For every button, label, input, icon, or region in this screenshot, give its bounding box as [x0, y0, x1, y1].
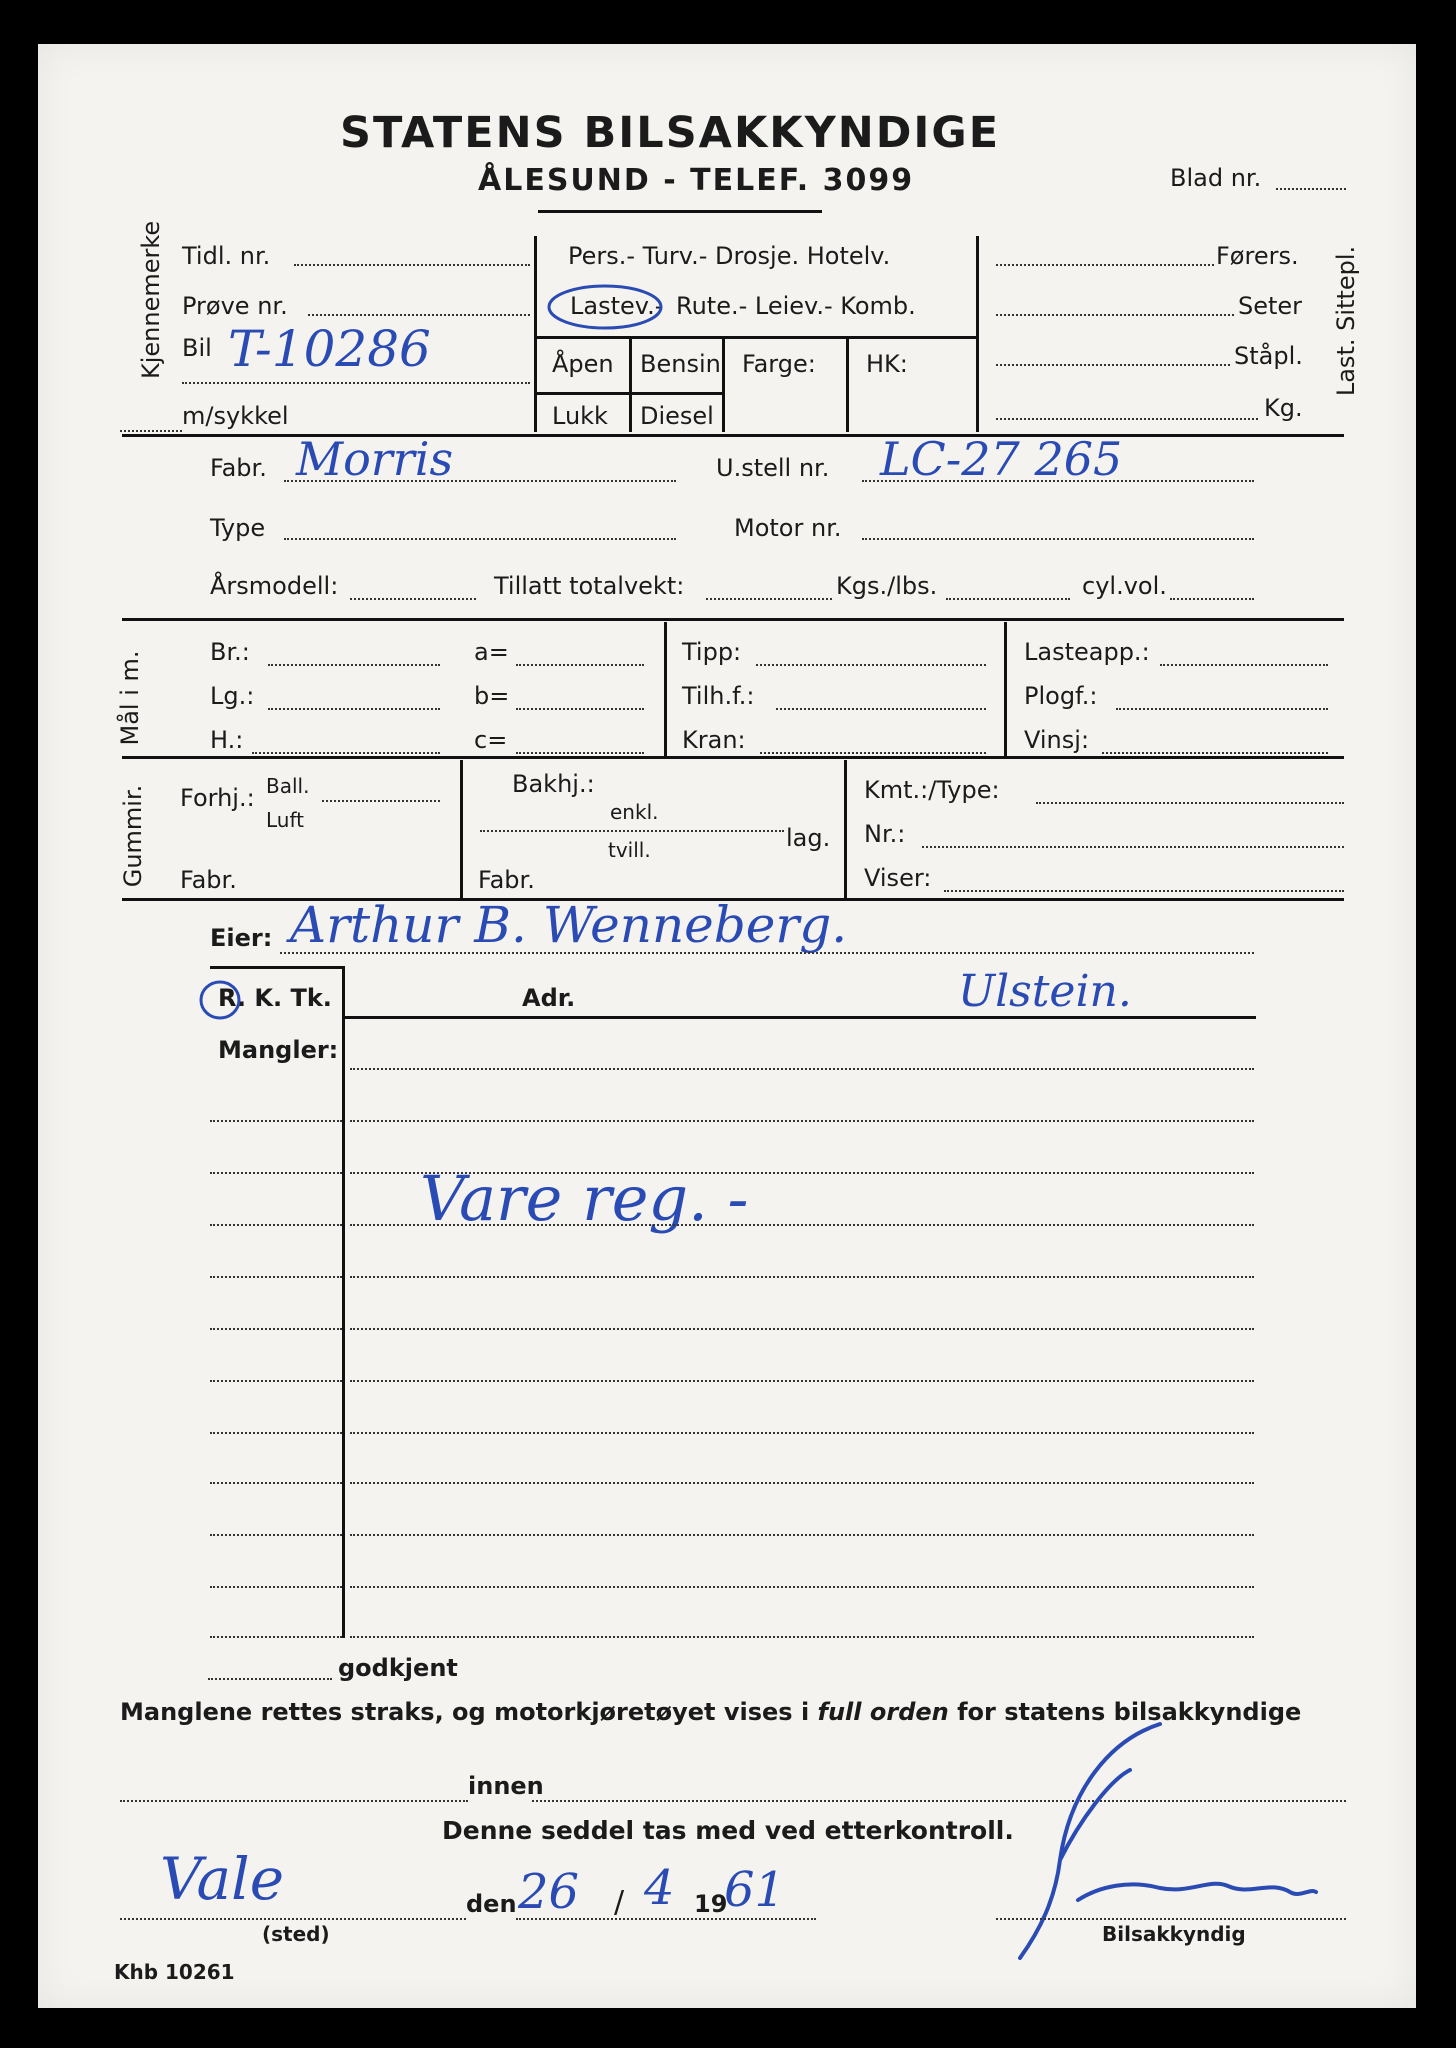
lastev-option[interactable]: Lastev.- — [570, 292, 664, 320]
blad-nr-field[interactable] — [1276, 188, 1346, 190]
prove-nr-field[interactable] — [308, 314, 530, 316]
a-field[interactable] — [516, 664, 644, 666]
notice-italic: full orden — [817, 1698, 949, 1726]
mangler-label: Mangler: — [218, 1036, 339, 1064]
mal-side-label: Mål i m. — [116, 650, 144, 746]
mangler-left-line[interactable] — [210, 1482, 342, 1484]
mangler-left-line[interactable] — [210, 1636, 342, 1638]
tipp-field[interactable] — [756, 664, 986, 666]
notice-part-2: for statens bilsakkyndige — [957, 1698, 1302, 1726]
b-label: b= — [474, 682, 510, 710]
mangler-line[interactable] — [350, 1380, 1254, 1382]
signature-field[interactable] — [996, 1918, 1346, 1920]
cylvol-label: cyl.vol. — [1082, 572, 1167, 600]
date-day: 26 — [518, 1864, 580, 1920]
etterkontroll-notice: Denne seddel tas med ved etterkontroll. — [442, 1816, 1014, 1845]
lastev-circle-mark — [545, 282, 665, 332]
lg-label: Lg.: — [210, 682, 255, 710]
type-row-2-rest: Rute.- Leiev.- Komb. — [676, 292, 916, 320]
bensin-option[interactable]: Bensin — [640, 350, 721, 378]
tvill-option[interactable]: tvill. — [608, 838, 651, 862]
godkjent-field[interactable] — [208, 1678, 332, 1680]
lag-label: lag. — [786, 824, 831, 852]
form-code: Khb 10261 — [114, 1960, 235, 1984]
br-label: Br.: — [210, 638, 250, 666]
mangler-left-line[interactable] — [210, 1534, 342, 1536]
msykkel-field[interactable] — [120, 430, 182, 432]
mangler-line[interactable] — [350, 1224, 1254, 1226]
adr-rule — [344, 1016, 1256, 1019]
sted-label: (sted) — [262, 1922, 330, 1946]
mangler-left-line[interactable] — [210, 1276, 342, 1278]
section-divider-2 — [122, 618, 1344, 621]
sted-field[interactable] — [120, 1918, 466, 1920]
ustell-value: LC-27 265 — [880, 432, 1123, 486]
motor-label: Motor nr. — [734, 514, 842, 542]
b-field[interactable] — [516, 708, 644, 710]
tilhf-label: Tilh.f.: — [682, 682, 755, 710]
br-field[interactable] — [268, 664, 440, 666]
date-month: 4 — [644, 1860, 675, 1916]
nr-label: Nr.: — [864, 820, 906, 848]
plogf-label: Plogf.: — [1024, 682, 1098, 710]
mangler-line[interactable] — [350, 1636, 1254, 1638]
arsmodell-label: Årsmodell: — [210, 572, 339, 600]
h-label: H.: — [210, 726, 244, 754]
bakhj-fabr-label: Fabr. — [478, 866, 535, 894]
type-box-divider — [534, 336, 976, 339]
eier-label: Eier: — [210, 924, 273, 952]
mangler-line[interactable] — [350, 1068, 1254, 1070]
adr-value: Ulstein. — [958, 966, 1132, 1017]
blad-nr-label: Blad nr. — [1170, 164, 1262, 192]
kran-label: Kran: — [682, 726, 746, 754]
title-underline — [538, 210, 822, 213]
mangler-left-line[interactable] — [210, 1172, 342, 1174]
type-box-col-2 — [722, 338, 725, 432]
type-box-col-1 — [629, 338, 632, 432]
vinsj-label: Vinsj: — [1024, 726, 1090, 754]
viser-field[interactable] — [944, 890, 1344, 892]
mangler-left-line[interactable] — [210, 1586, 342, 1588]
cylvol-field[interactable] — [1170, 598, 1254, 600]
seter-label: Seter — [1238, 292, 1303, 320]
type-label: Type — [210, 514, 266, 542]
nr-field[interactable] — [922, 846, 1344, 848]
mal-col-divider-2 — [1004, 622, 1007, 756]
kjennemerke-side-label: Kjennemerke — [137, 220, 165, 379]
ustell-label: U.stell nr. — [716, 454, 830, 482]
mangler-line[interactable] — [350, 1276, 1254, 1278]
mangler-line[interactable] — [350, 1120, 1254, 1122]
type-box-col-3 — [846, 338, 849, 432]
forers-label: Førers. — [1216, 242, 1299, 270]
tidl-nr-label: Tidl. nr. — [182, 242, 271, 270]
year-suffix: 61 — [724, 1862, 786, 1918]
notice-part-1: Manglene rettes straks, og motorkjøretøyet vises i — [120, 1698, 810, 1726]
bilsakkyndig-label: Bilsakkyndig — [1102, 1922, 1246, 1946]
mangler-value: Vare reg. - — [420, 1162, 749, 1235]
arsmodell-field[interactable] — [350, 598, 476, 600]
stapl-label: Ståpl. — [1234, 342, 1303, 370]
ustell-field[interactable] — [862, 480, 1254, 482]
tipp-label: Tipp: — [682, 638, 742, 666]
rktk-box-top — [210, 966, 344, 969]
mangler-left-line[interactable] — [210, 1120, 342, 1122]
forhj-label: Forhj.: — [180, 784, 255, 812]
diesel-option[interactable]: Diesel — [640, 402, 714, 430]
r-circle-mark — [196, 978, 244, 1022]
ball-field[interactable] — [322, 800, 440, 802]
kg-label: Kg. — [1264, 394, 1303, 422]
forers-field[interactable] — [996, 264, 1214, 266]
viser-label: Viser: — [864, 864, 932, 892]
mangler-line[interactable] — [350, 1432, 1254, 1434]
tillatt-label: Tillatt totalvekt: — [494, 572, 685, 600]
kmt-type-field[interactable] — [1036, 802, 1344, 804]
godkjent-label: godkjent — [338, 1654, 458, 1682]
a-label: a= — [474, 638, 509, 666]
luft-option[interactable]: Luft — [266, 808, 304, 832]
year-prefix: 19 — [694, 1890, 728, 1918]
kg-field[interactable] — [996, 418, 1258, 420]
plogf-field[interactable] — [1116, 708, 1328, 710]
lasteapp-field[interactable] — [1160, 664, 1328, 666]
type-box-left-border — [534, 236, 537, 432]
kran-field[interactable] — [760, 752, 986, 754]
gummi-col-divider-2 — [844, 760, 847, 898]
farge-label: Farge: — [742, 350, 816, 378]
c-label: c= — [474, 726, 508, 754]
rktk-label: R. K. Tk. — [218, 984, 332, 1012]
tilhf-field[interactable] — [776, 708, 986, 710]
type-box-right-border — [976, 236, 979, 432]
type-field[interactable] — [284, 538, 676, 540]
tidl-nr-field[interactable] — [294, 264, 530, 266]
form-title: STATENS BILSAKKYNDIGE — [340, 108, 1001, 158]
mangler-column-divider — [342, 966, 345, 1638]
form-subtitle: ÅLESUND - TELEF. 3099 — [478, 163, 915, 198]
c-field[interactable] — [516, 752, 644, 754]
eier-field[interactable] — [280, 952, 1254, 954]
mangler-line[interactable] — [350, 1482, 1254, 1484]
ball-option[interactable]: Ball. — [266, 774, 310, 798]
mangler-left-line[interactable] — [210, 1328, 342, 1330]
apen-option[interactable]: Åpen — [552, 350, 614, 378]
enkl-option[interactable]: enkl. — [610, 800, 659, 824]
date-separator: / — [614, 1885, 625, 1920]
bakhj-label: Bakhj.: — [512, 770, 595, 798]
sted-value: Vale — [160, 1845, 285, 1913]
den-label: den — [466, 1890, 517, 1918]
mangler-left-line[interactable] — [210, 1380, 342, 1382]
fabr-label: Fabr. — [210, 454, 267, 482]
innen-label: innen — [468, 1772, 544, 1800]
lasteapp-label: Lasteapp.: — [1024, 638, 1150, 666]
seter-field[interactable] — [996, 314, 1234, 316]
bil-registration-value: T-10286 — [228, 320, 431, 378]
fabr-value: Morris — [296, 432, 454, 486]
mangler-left-line[interactable] — [210, 1432, 342, 1434]
bil-field[interactable] — [182, 382, 530, 384]
mal-col-divider-1 — [664, 622, 667, 756]
apen-lukk-divider — [534, 392, 724, 395]
mangler-line[interactable] — [350, 1586, 1254, 1588]
kgs-field[interactable] — [946, 598, 1070, 600]
kmt-type-label: Kmt.:/Type: — [864, 776, 1000, 804]
eier-value: Arthur B. Wenneberg. — [290, 896, 848, 954]
hk-label: HK: — [866, 350, 908, 378]
prove-nr-label: Prøve nr. — [182, 292, 288, 320]
motor-field[interactable] — [862, 538, 1254, 540]
h-field[interactable] — [252, 752, 440, 754]
mangler-left-line[interactable] — [210, 1224, 342, 1226]
msykkel-label: m/sykkel — [182, 402, 289, 430]
kgs-label: Kgs./lbs. — [836, 572, 938, 600]
tillatt-field[interactable] — [706, 598, 832, 600]
lukk-option[interactable]: Lukk — [552, 402, 608, 430]
mangler-line[interactable] — [350, 1328, 1254, 1330]
last-sittepl-side-label: Last. Sittepl. — [1332, 245, 1360, 397]
bil-label: Bil — [182, 334, 212, 362]
fabr-field[interactable] — [284, 480, 676, 482]
adr-label: Adr. — [522, 984, 576, 1012]
stapl-field[interactable] — [996, 364, 1230, 366]
mangler-line[interactable] — [350, 1172, 1254, 1174]
lg-field[interactable] — [268, 708, 440, 710]
gummi-side-label: Gummir. — [119, 784, 147, 888]
mangler-line[interactable] — [350, 1534, 1254, 1536]
forhj-fabr-label: Fabr. — [180, 866, 237, 894]
bakhj-field[interactable] — [480, 830, 784, 832]
innen-left-field[interactable] — [120, 1800, 468, 1802]
type-row-1: Pers.- Turv.- Drosje. Hotelv. — [568, 242, 891, 270]
section-divider-3 — [122, 756, 1344, 759]
gummi-col-divider-1 — [460, 760, 463, 898]
vinsj-field[interactable] — [1102, 752, 1328, 754]
